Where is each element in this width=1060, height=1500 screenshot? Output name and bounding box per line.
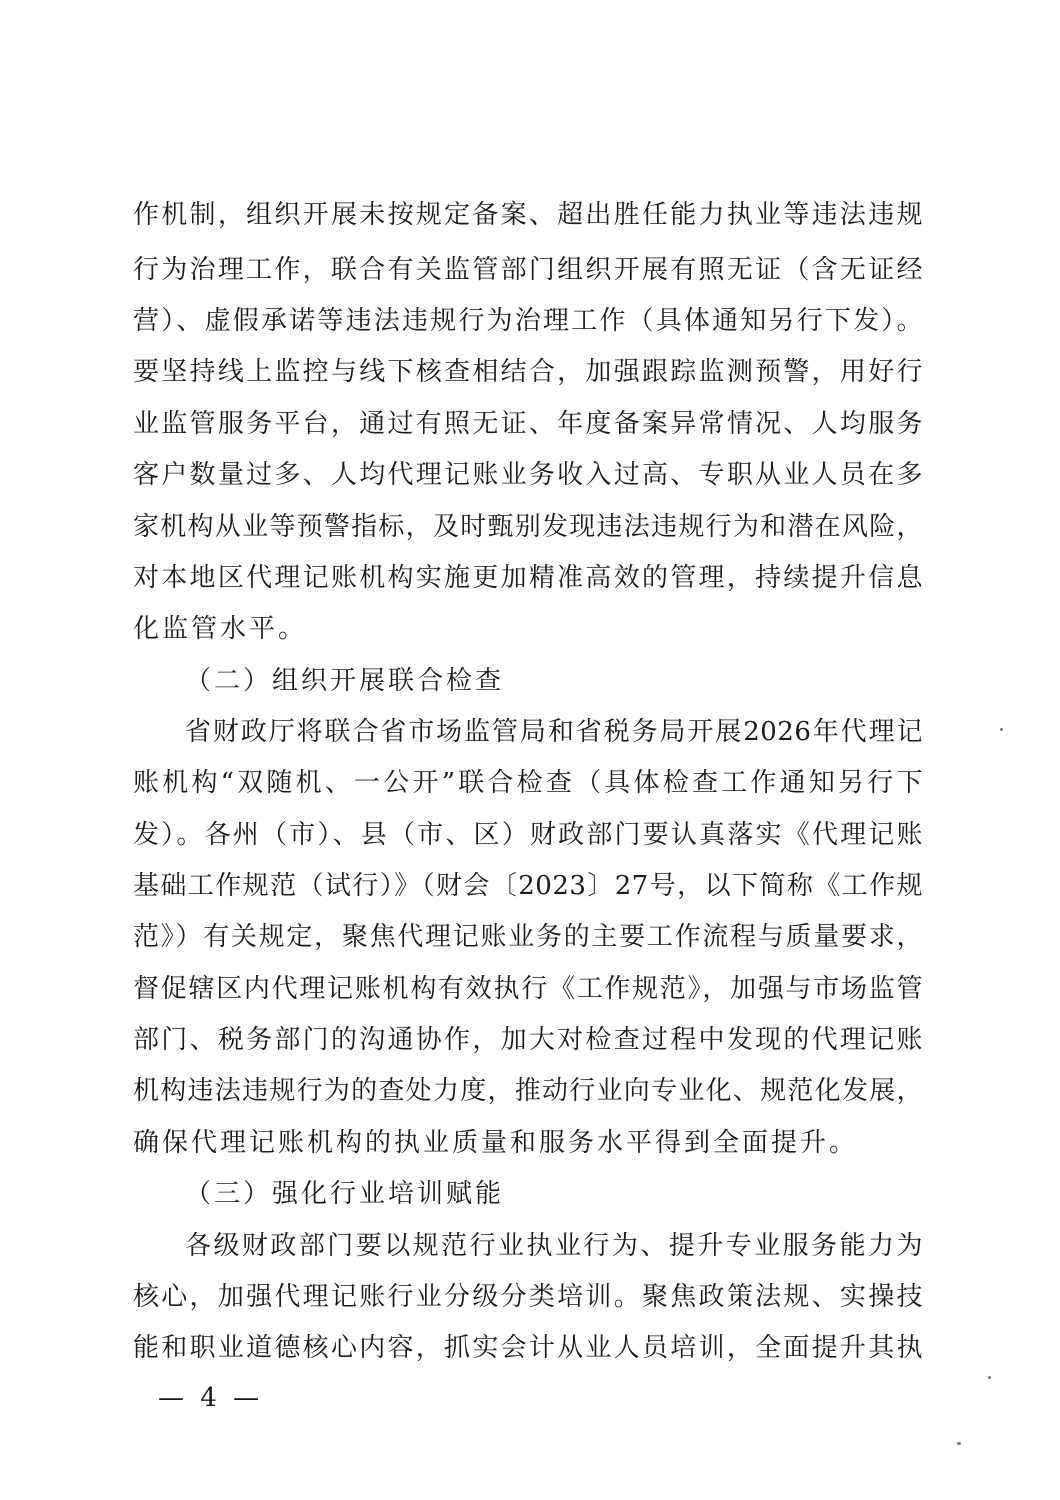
body-line: 机构违法违规行为的查处力度，推动行业向专业化、规范化发展， xyxy=(133,1076,923,1106)
body-line: 业监管服务平台，通过有照无证、年度备案异常情况、人均服务 xyxy=(133,409,923,439)
section-heading: （二）组织开展联合检查 xyxy=(185,666,505,696)
body-line: 化监管水平。 xyxy=(133,614,308,644)
page-number: — 4 — xyxy=(158,1383,264,1413)
scan-speck xyxy=(957,1442,961,1445)
body-line: 发）。各州（市）、县（市、区）财政部门要认真落实《代理记账 xyxy=(133,820,923,850)
scan-speck xyxy=(988,1376,991,1379)
body-line: 各级财政部门要以规范行业执业行为、提升专业服务能力为 xyxy=(185,1231,923,1261)
body-line: 家机构从业等预警指标，及时甄别发现违法违规行为和潜在风险， xyxy=(133,512,923,542)
body-line: 基础工作规范（试行）》（财会〔2023〕27号，以下简称《工作规 xyxy=(133,871,923,901)
body-line: 客户数量过多、人均代理记账业务收入过高、专职从业人员在多 xyxy=(133,460,923,490)
body-line: 要坚持线上监控与线下核查相结合，加强跟踪监测预警，用好行 xyxy=(133,357,923,387)
section-heading: （三）强化行业培训赋能 xyxy=(185,1179,505,1209)
body-line: 行为治理工作，联合有关监管部门组织开展有照无证（含无证经 xyxy=(133,255,923,285)
body-line: 能和职业道德核心内容，抓实会计从业人员培训，全面提升其执 xyxy=(133,1333,923,1363)
scan-speck xyxy=(1000,728,1003,731)
body-line: 省财政厅将联合省市场监管局和省税务局开展2026年代理记 xyxy=(185,717,923,747)
body-line: 营）、虚假承诺等违法违规行为治理工作（具体通知另行下发）。 xyxy=(133,306,923,336)
body-line: 账机构“双随机、一公开”联合检查（具体检查工作通知另行下 xyxy=(133,768,923,798)
body-line: 范》）有关规定，聚焦代理记账业务的主要工作流程与质量要求， xyxy=(133,922,923,952)
body-line: 核心，加强代理记账行业分级分类培训。聚焦政策法规、实操技 xyxy=(133,1282,923,1312)
body-line: 督促辖区内代理记账机构有效执行《工作规范》，加强与市场监管 xyxy=(133,974,923,1004)
body-line: 作机制，组织开展未按规定备案、超出胜任能力执业等违法违规 xyxy=(133,200,923,230)
body-line: 确保代理记账机构的执业质量和服务水平得到全面提升。 xyxy=(133,1128,859,1158)
body-line: 部门、税务部门的沟通协作，加大对检查过程中发现的代理记账 xyxy=(133,1025,923,1055)
body-line: 对本地区代理记账机构实施更加精准高效的管理，持续提升信息 xyxy=(133,563,923,593)
